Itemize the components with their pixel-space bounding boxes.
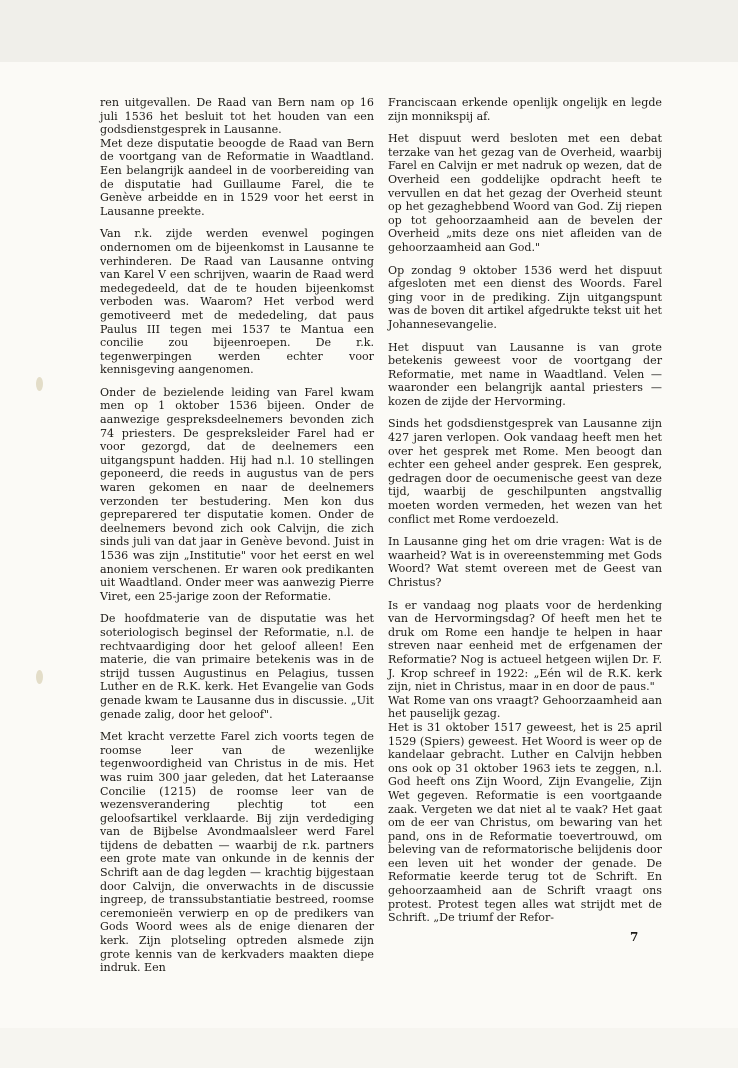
paragraph: Met kracht verzette Farel zich voorts tegen de roomse leer van de wezenlijke tegenwoordigheid van Christus in de mis. Het was ruim 300 jaar geleden, dat het Lateraanse Concilie (1215) de roomse leer van de wezensverandering plechtig tot een geloofsartikel verklaarde. Bij zijn verdediging van de Bijbelse Avondmaalsleer werd Farel tijdens de debatten — waarbij de r.k. partners een grote mate van onkunde in de kennis der Schrift aan de dag legden — krachtig bijgestaan door Calvijn, die onverwachts in de discussie ingreep, de transsubstantiatie bestreed, roomse ceremonieën verwierp en op de predikers van Gods Woord wees als de enige dienaren der kerk. Zijn plotseling optreden alsmede zijn grote kennis van de kerkvaders maakten diepe indruk. Een bbox=[100, 730, 374, 975]
paragraph: Het dispuut werd besloten met een debat terzake van het gezag van de Overheid, waarbij Farel en Calvijn er met nadruk op wezen, dat de Overheid een goddelijke opdracht heeft te vervullen en dat het gezag der Overheid steunt op het gezaghebbend Woord van God. Zij riepen op tot gehoorzaamheid aan de bevelen der Overheid „mits deze ons niet afleiden van de gehoorzaamheid aan God." bbox=[388, 132, 662, 254]
paragraph: In Lausanne ging het om drie vragen: Wat is de waarheid? Wat is in overeenstemming met Gods Woord? Wat stemt overeen met de Geest van Christus? bbox=[388, 535, 662, 589]
paragraph: Franciscaan erkende openlijk ongelijk en legde zijn monnikspij af. bbox=[388, 96, 662, 123]
paragraph: Is er vandaag nog plaats voor de herdenking van de Hervormingsdag? Of heeft men het te druk om Rome een handje te helpen in haar streven naar eenheid met de erfgenamen der Reformatie? Nog is actueel hetgeen wijlen Dr. F. J. Krop schreef in 1922: „Eén wil de R.K. kerk zijn, niet in Christus, maar in en door de paus." bbox=[388, 598, 662, 694]
paragraph: Met deze disputatie beoogde de Raad van Bern de voortgang van de Reformatie in Waadtland. Een belangrijk aandeel in de voorbereiding van de disputatie had Guillaume Farel, die te Genève arbeidde en in 1529 voor het eerst in Lausanne preekte. bbox=[100, 136, 374, 218]
paragraph: Op zondag 9 oktober 1536 werd het dispuut afgesloten met een dienst des Woords. Farel ging voor in de prediking. Zijn uitgangspunt was de boven dit artikel afgedrukte tekst uit het Johannesevangelie. bbox=[388, 263, 662, 331]
scan-top-band bbox=[0, 0, 738, 62]
page-number: 7 bbox=[630, 930, 639, 944]
punch-hole-mark bbox=[36, 377, 43, 391]
paragraph: Het is 31 oktober 1517 geweest, het is 25 april 1529 (Spiers) geweest. Het Woord is weer op de kandelaar gebracht. Luther en Calvijn hebben ons ook op 31 oktober 1963 iets te zeggen, n.l. God heeft ons Zijn Woord, Zijn Evangelie, Zijn Wet gegeven. Reformatie is een voortgaande zaak. Vergeten we dat niet al te vaak? Het gaat om de eer van Christus, om bewaring van het pand, ons in de Reformatie toevertrouwd, om beleving van de reformatorische belijdenis door een leven uit het wonder der genade. De Reformatie keerde terug tot de Schrift. En gehoorzaamheid aan de Schrift vraagt ons protest. Protest tegen alles wat strijdt met de Schrift. „De triumf der Refor- bbox=[388, 720, 662, 925]
paragraph: Sinds het godsdienstgesprek van Lausanne zijn 427 jaren verlopen. Ook vandaag heeft men het over het gesprek met Rome. Men beoogt dan echter een geheel ander gesprek. Een gesprek, gedragen door de oecumenische geest van deze tijd, waarbij de geschilpunten angstvallig moeten worden vermeden, het wezen van het conflict met Rome verdoezeld. bbox=[388, 417, 662, 526]
paragraph: Het dispuut van Lausanne is van grote betekenis geweest voor de voortgang der Reformatie, met name in Waadtland. Velen — waaronder een belangrijk aantal priesters — kozen de zijde der Hervorming. bbox=[388, 340, 662, 408]
paragraph: Onder de bezielende leiding van Farel kwam men op 1 oktober 1536 bijeen. Onder de aanwezige gespreksdeelnemers bevonden zich 74 priesters. De gespreksleider Farel had er voor gezorgd, dat de deelnemers een uitgangspunt hadden. Hij had n.l. 10 stellingen geponeerd, die reeds in augustus van de pers waren gekomen en naar de deelnemers verzonden ter bestudering. Men kon dus gepreparered ter disputatie komen. Onder de deelnemers bevond zich ook Calvijn, die zich sinds juli van dat jaar in Genève bevond. Juist in 1536 was zijn „Institutie" voor het eerst en wel anoniem verschenen. Er waren ook predikanten uit Waadtland. Onder meer was aanwezig Pierre Viret, een 25-jarige zoon der Reformatie. bbox=[100, 385, 374, 603]
document-page bbox=[100, 96, 660, 996]
paragraph: Wat Rome van ons vraagt? Gehoorzaamheid aan het pauselijk gezag. bbox=[388, 693, 662, 721]
punch-hole-mark bbox=[36, 670, 43, 684]
right-column bbox=[388, 96, 662, 934]
paragraph: Van r.k. zijde werden evenwel pogingen ondernomen om de bijeenkomst in Lausanne te verhinderen. De Raad van Lausanne ontving van Karel V een schrijven, waarin de Raad werd medegedeeld, dat de te houden bijeenkomst verboden was. Waarom? Het verbod werd gemotiveerd met de mededeling, dat paus Paulus III tegen mei 1537 te Mantua een concilie zou bijeenroepen. De r.k. tegenwerpingen werden echter voor kennisgeving aangenomen. bbox=[100, 227, 374, 377]
paragraph: ren uitgevallen. De Raad van Bern nam op 16 juli 1536 het besluit tot het houden van een godsdienstgesprek in Lausanne. bbox=[100, 96, 374, 137]
paragraph: De hoofdmaterie van de disputatie was het soteriologisch beginsel der Reformatie, n.l. de rechtvaardiging door het geloof alleen! Een materie, die van primaire betekenis was in de strijd tussen Augustinus en Pelagius, tussen Luther en de R.K. kerk. Het Evangelie van Gods genade kwam te Lausanne dus in discussie. „Uit genade zalig, door het geloof". bbox=[100, 612, 374, 721]
scan-bottom-band bbox=[0, 1028, 738, 1068]
left-column bbox=[100, 96, 374, 984]
